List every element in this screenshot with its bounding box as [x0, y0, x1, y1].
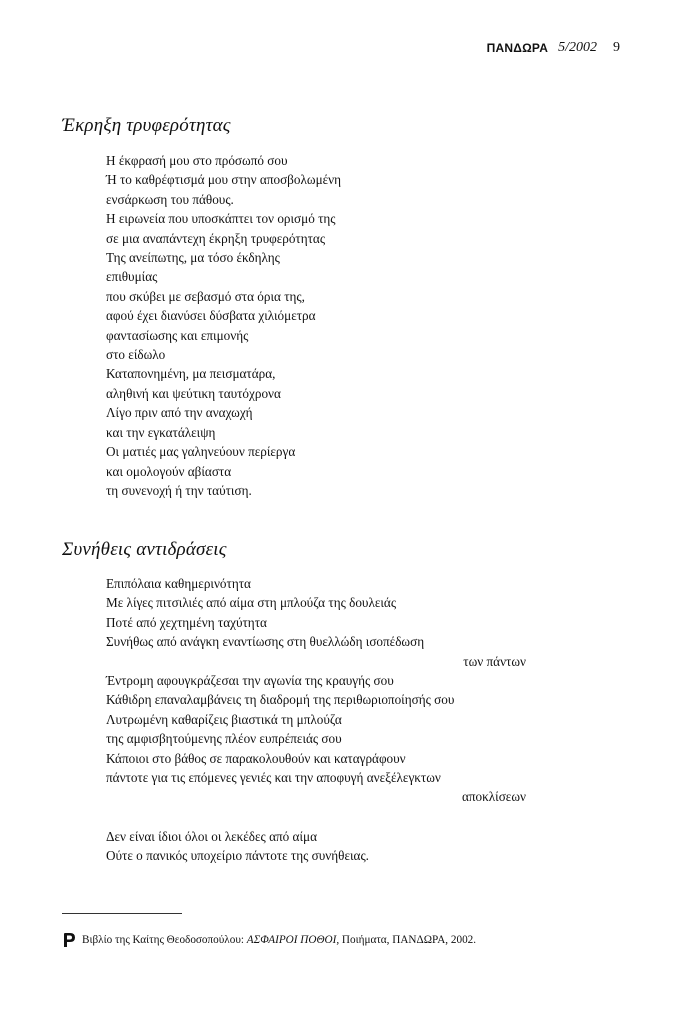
poem-body: [106, 574, 526, 866]
poem-line: Δεν είναι ίδιοι όλοι οι λεκέδες από αίμα: [106, 828, 317, 844]
poem-line: τη συνενοχή ή την ταύτιση.: [106, 482, 252, 498]
poem-line: της αμφισβητούμενης πλέον ευπρέπειάς σου: [106, 731, 342, 747]
stanza-break: [106, 807, 526, 827]
poem-line: Καταπονημένη, μα πεισματάρα,: [106, 366, 276, 382]
poem-line: αφού έχει διανύσει δύσβατα χιλιόμετρα: [106, 308, 316, 324]
poem-body: [106, 151, 526, 500]
poem-line: σε μια αναπάντεχη έκρηξη τρυφερότητας: [106, 230, 326, 246]
page-number: 9: [613, 40, 620, 55]
poem-line: που σκύβει με σεβασμό στα όρια της,: [106, 288, 305, 304]
brand-text: ΠΑΝΔΩΡΑ: [486, 41, 549, 55]
poem-line: Με λίγες πιτσιλιές από αίμα στη μπλούζα της δουλειάς: [106, 595, 397, 611]
poem-line: στο είδωλο: [106, 347, 166, 363]
poem-line-continuation: των πάντων: [463, 653, 526, 669]
poem-line: Κάθιδρη επαναλαμβάνεις τη διαδρομή της περιθωριοποίησής σου: [106, 692, 455, 708]
issue-number: 5/2002: [558, 40, 597, 55]
footnote-book-title: ΑΣΦΑΙΡΟΙ ΠΟΘΟΙ,: [246, 934, 340, 946]
pandora-mark-icon: [62, 932, 76, 948]
poem-line: Ούτε ο πανικός υποχείριο πάντοτε της συνήθειας.: [106, 848, 369, 864]
poem-line: Συνήθως από ανάγκη εναντίωσης στη θυελλώδη ισοπέδωση: [106, 634, 425, 650]
footnote-divider: [62, 913, 182, 914]
footnote-suffix: Ποιήματα, ΠΑΝΔΩΡΑ, 2002.: [341, 934, 477, 946]
poem-line: Η ειρωνεία που υποσκάπτει τον ορισμό της: [106, 211, 336, 227]
poem-line: πάντοτε για τις επόμενες γενιές και την αποφυγή ανεξέλεγκτων: [106, 770, 441, 786]
poem-line: Επιπόλαια καθημερινότητα: [106, 576, 251, 591]
poem-line: Οι ματιές μας γαληνεύουν περίεργα: [106, 444, 296, 460]
poem-line: Της ανείπωτης, μα τόσο έκδηλης: [106, 250, 280, 266]
poem-line: Λίγο πριν από την αναχωχή: [106, 405, 253, 421]
poem-line: και ομολογούν αβίαστα: [106, 463, 232, 479]
poem-line: επιθυμίας: [106, 269, 158, 285]
footnote: [62, 932, 476, 948]
poem-title: Συνήθεις αντιδράσεις: [62, 539, 227, 560]
magazine-brand: [487, 39, 548, 57]
poem-line: Έντρομη αφουγκράζεσαι την αγωνία της κραυγής σου: [106, 673, 394, 689]
poem-line: Κάποιοι στο βάθος σε παρακολουθούν και καταγράφουν: [106, 750, 406, 766]
poem-line: Ή το καθρέφτισμά μου στην αποσβολωμένη: [106, 172, 342, 188]
poem-line: και την εγκατάλειψη: [106, 424, 216, 440]
poem-title: Έκρηξη τρυφερότητας: [62, 115, 231, 136]
footnote-prefix: Βιβλίο της Καίτης Θεοδοσοπούλου:: [82, 934, 244, 946]
poem-line: Λυτρωμένη καθαρίζεις βιαστικά τη μπλούζα: [106, 711, 342, 727]
poem-line: αληθινή και ψεύτικη ταυτόχρονα: [106, 385, 281, 401]
poem-line: Η έκφρασή μου στο πρόσωπό σου: [106, 153, 288, 168]
poem-line: φαντασίωσης και επιμονής: [106, 327, 249, 343]
poem-line-continuation: αποκλίσεων: [461, 789, 526, 805]
page-header: [487, 39, 620, 57]
poem-line: ενσάρκωση του πάθους.: [106, 191, 234, 207]
poem-line: Ποτέ από χεχτημένη ταχύτητα: [106, 614, 267, 630]
